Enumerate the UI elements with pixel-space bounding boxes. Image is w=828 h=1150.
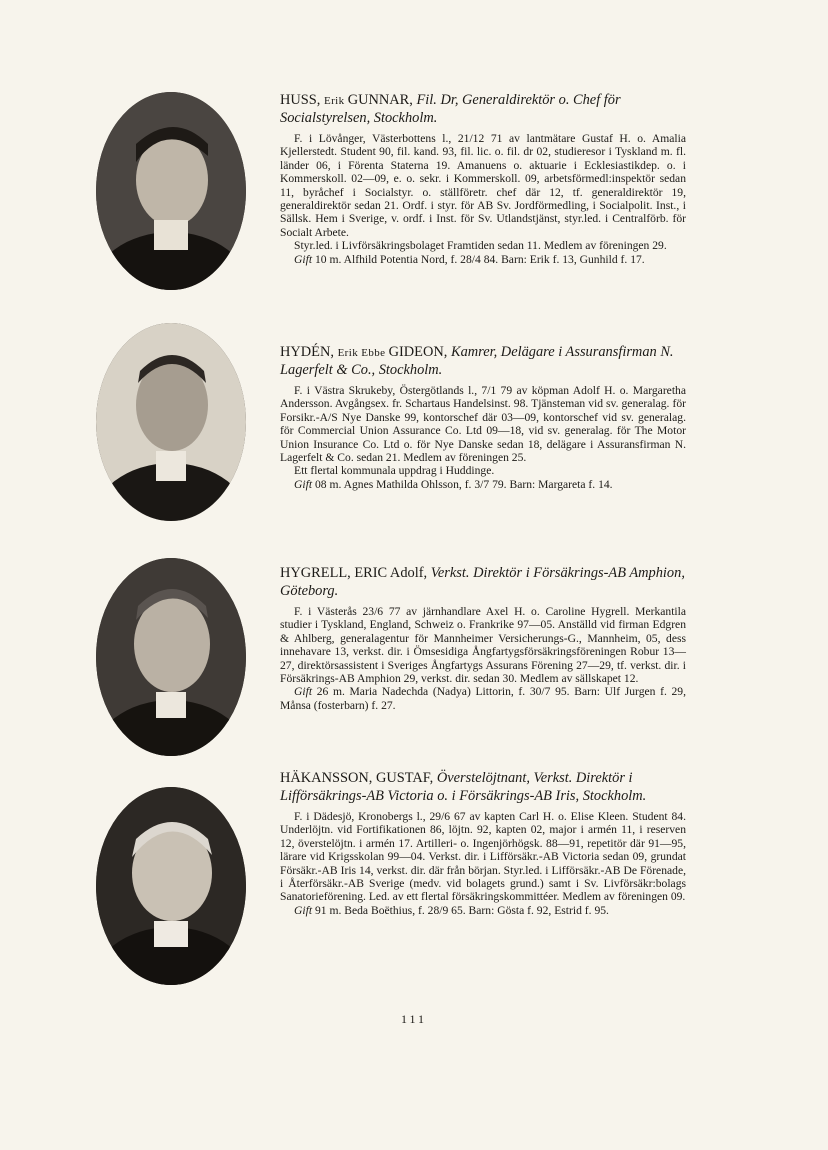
entry-hakansson	[280, 770, 686, 917]
given-name: GUSTAF,	[375, 770, 437, 786]
surname: HÄKANSSON,	[280, 770, 376, 786]
occupation-title: Kamrer, Delägare i Assuransfirman N. Lagerfelt & Co., Stockholm.	[280, 344, 674, 378]
portrait-hyden	[96, 323, 246, 521]
given-names-smallcaps: Erik Ebbe	[337, 347, 389, 359]
marriage-paragraph	[280, 685, 686, 712]
gift-label: Gift	[294, 685, 313, 699]
portrait-huss	[96, 92, 246, 290]
marriage-paragraph	[280, 904, 686, 917]
occupation-title: Fil. Dr, Generaldirektör o. Chef för Socialstyrelsen, Stockholm.	[280, 92, 621, 126]
biography-paragraph: F. i Västra Skrukeby, Östergötlands l., 7/1 79 av köpman Adolf H. o. Margaretha Andersson. Avgångsex. fr. Schartaus Handelsinst. 98. Tjänsteman vid sv. generalag. för Forsikr.-A/S Nye Danske 99, kontorschef där 03—09, kontorschef vid sv. generalag. för Commercial Union Assurance Co. Ltd 09—18, vid sv. generalag. för The Motor Union Insurance Co. Ltd o. för Nye Danske sedan 18, delägare i Assuransfirman N. Lagerfelt & Co. sedan 21. Medlem av föreningen 25.	[280, 384, 686, 465]
gift-label: Gift	[294, 903, 313, 917]
marriage-text: 91 m. Beda Boëthius, f. 28/9 65. Barn: Gösta f. 92, Estrid f. 95.	[312, 903, 609, 917]
marriage-text: 10 m. Alfhild Potentia Nord, f. 28/4 84. Barn: Erik f. 13, Gunhild f. 17.	[312, 252, 645, 266]
given-names-smallcaps: Erik	[324, 95, 348, 107]
given-name: GIDEON,	[388, 344, 451, 360]
entry-hygrell	[280, 565, 686, 712]
page-number: 111	[400, 1012, 428, 1026]
marriage-paragraph	[280, 478, 686, 491]
given-name: GUNNAR,	[347, 92, 417, 108]
given-name: ERIC Adolf,	[354, 565, 431, 581]
occupation-title: Verkst. Direktör i Försäkrings-AB Amphion, Göteborg.	[280, 565, 685, 599]
occupation-title: Överstelöjtnant, Verkst. Direktör i Lifförsäkrings-AB Victoria o. i Försäkrings-AB Iris, Stockholm.	[280, 770, 647, 804]
biography-paragraph: F. i Västerås 23/6 77 av järnhandlare Axel H. o. Caroline Hygrell. Merkantila studier i Tyskland, England, Schweiz o. Frankrike 97—05. Anställd vid firman Edgren & Ahlberg, generalagentur för Mannheimer Versicherungs-G., Mannheim, 05, dess innehavare 13, verkst. dir. i Ömsesidiga Ångfartygsförsäkringsföreningen Robur 13—27, direktörsassistent i Sveriges Ångfartygs Assurans Förening 27—29, tf. verkst. dir. i Försäkrings-AB Amphion 29, verkst. dir. sedan 30. Medlem av sällskapet 12.	[280, 605, 686, 686]
entry-heading	[280, 565, 686, 600]
biography-paragraph: F. i Lövånger, Västerbottens l., 21/12 71 av lantmätare Gustaf H. o. Amalia Kjellerstedt. Student 90, fil. kand. 93, fil. lic. o. fil. dr 02, studieresor i Tyskland m. fl. länder 06, i Förenta Staterna 19. Amanuens o. aktuarie i Ecklesiastikdep. o. i Kommerskoll. 02—09, e. o. sekr. i Kommerskoll. 09, arbetsförmedl:inspektör sedan 11, byråchef i Socialstyr. o. ställföretr. chef där 12, tf. generaldirektör 19, generaldirektör sedan 21. Ordf. i styr. för AB Sv. Jordförmedling, i Socialpolit. Inst., i Sällsk. Hem i Sverige, v. ordf. i Inst. för Sv. Utlandstjänst, styr.led. i Centralförb. för Socialt Arbete.	[280, 132, 686, 239]
surname: HYGRELL,	[280, 565, 355, 581]
marriage-paragraph	[280, 253, 686, 266]
marriage-text: 08 m. Agnes Mathilda Ohlsson, f. 3/7 79. Barn: Margareta f. 14.	[312, 477, 613, 491]
portrait-hygrell	[96, 558, 246, 756]
entry-hyden	[280, 344, 686, 491]
marriage-text: 26 m. Maria Nadechda (Nadya) Littorin, f. 30/7 95. Barn: Ulf Jurgen f. 29, Månsa (fosterbarn) f. 27.	[280, 685, 686, 712]
biography-paragraph: F. i Dädesjö, Kronobergs l., 29/6 67 av kapten Carl H. o. Elise Kleen. Student 84. Underlöjtn. vid Fortifikationen 86, löjtn. 92, kapten 02, major i armén 11, i reserven 12, överstelöjtn. i armén 17. Artilleri- o. Ingenjörhögsk. 88—91, repetitör där 91—95, lärare vid Krigsskolan 99—04. Verkst. dir. i Lifförsäkr.-AB Victoria sedan 09, grundat Försäkr.-AB Iris 14, verkst. dir. där från början. Styr.led. i Lifförsäkr.-AB De Förenade, i Återförsäkr.-AB Sverige (medv. vid bolagets grund.) samt i Sv. Livförsäkr:bolags Sanatorieförening. Led. av ett flertal försäkringskommittéer. Medlem av föreningen 09.	[280, 810, 686, 904]
portrait-hakansson	[96, 787, 246, 985]
biography-paragraph: Ett flertal kommunala uppdrag i Huddinge.	[294, 464, 495, 478]
gift-label: Gift	[294, 252, 313, 266]
biography-paragraph: Styr.led. i Livförsäkringsbolaget Framtiden sedan 11. Medlem av föreningen 29.	[294, 239, 667, 253]
entry-heading	[280, 344, 686, 379]
surname: HYDÉN,	[280, 344, 338, 360]
gift-label: Gift	[294, 477, 313, 491]
surname: HUSS,	[280, 92, 324, 108]
entry-huss	[280, 92, 686, 266]
entry-heading	[280, 92, 686, 127]
entry-heading	[280, 770, 686, 805]
